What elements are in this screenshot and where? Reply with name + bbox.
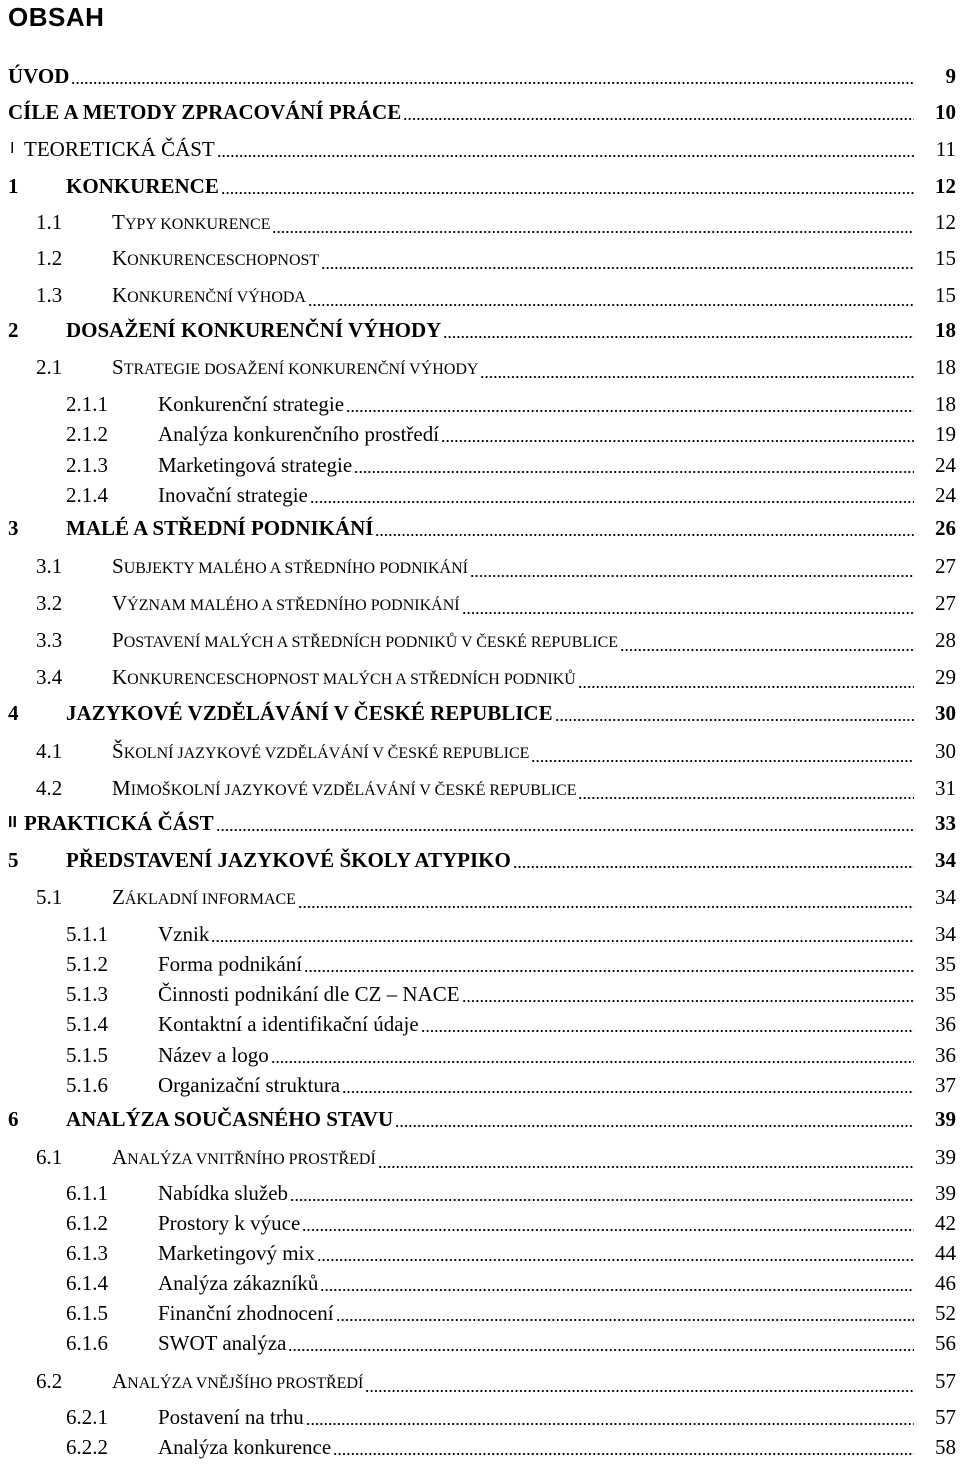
- dot-leader: [462, 987, 914, 1003]
- dot-leader: [321, 254, 914, 270]
- toc-entry-number: 2.1.3: [66, 453, 108, 477]
- toc-entry-page: 35: [935, 982, 956, 1006]
- toc-entry-number: 3.4: [36, 665, 63, 689]
- toc-entry-title: DOSAŽENÍ KONKURENČNÍ VÝHODY: [66, 318, 442, 342]
- toc-entry[interactable]: [0, 699, 956, 727]
- toc-entry-title: Postavení na trhu: [158, 1405, 304, 1429]
- toc-entry-page: 12: [935, 210, 956, 234]
- dot-leader: [308, 291, 914, 307]
- dot-leader: [290, 1186, 914, 1202]
- toc-entry-number: 5.1.4: [66, 1012, 108, 1036]
- dot-leader: [395, 1112, 914, 1128]
- toc-entry-number: 5.1: [36, 885, 63, 909]
- toc-entry-title: ŠKOLNÍ JAZYKOVÉ VZDĚLÁVÁNÍ V ČESKÉ REPUBLICE: [112, 739, 530, 763]
- toc-entry-page: 42: [935, 1211, 956, 1235]
- toc-entry[interactable]: [0, 980, 956, 1008]
- toc-entry-title: Inovační strategie: [158, 483, 308, 507]
- toc-entry-number: 4: [8, 701, 19, 725]
- toc-entry-number: 5.1.3: [66, 982, 108, 1006]
- toc-entry-number: 4.1: [36, 739, 63, 763]
- dot-leader: [302, 1216, 914, 1232]
- toc-entry-page: 27: [935, 591, 956, 615]
- toc-entry-title: SUBJEKTY MALÉHO A STŘEDNÍHO PODNIKÁNÍ: [112, 554, 468, 578]
- toc-entry-number: 6.2.1: [66, 1405, 108, 1429]
- dot-leader: [443, 323, 914, 339]
- toc-entry-page: 24: [935, 453, 956, 477]
- toc-entry-title: Marketingový mix: [158, 1241, 315, 1265]
- toc-entry-title: KONKURENCESCHOPNOST MALÝCH A STŘEDNÍCH PODNIKŮ: [112, 665, 576, 689]
- dot-leader: [211, 927, 914, 943]
- toc-entry-number: 6.1.2: [66, 1211, 108, 1235]
- toc-entry-page: 28: [935, 628, 956, 652]
- toc-entry[interactable]: [0, 98, 956, 126]
- toc-entry-title: KONKURENCE: [66, 174, 219, 198]
- toc-entry-title: KONKURENCESCHOPNOST: [112, 246, 320, 270]
- dot-leader: [216, 816, 914, 832]
- toc-entry-number: 2.1.2: [66, 422, 108, 446]
- toc-entry-number: 6.1.5: [66, 1301, 108, 1325]
- toc-entry-number: 6.2.2: [66, 1435, 108, 1459]
- toc-entry-title: PŘEDSTAVENÍ JAZYKOVÉ ŠKOLY ATYPIKO: [66, 848, 511, 872]
- toc-entry-number: 4.2: [36, 776, 63, 800]
- toc-entry[interactable]: [0, 451, 956, 479]
- toc-entry-page: 36: [935, 1043, 956, 1067]
- toc-entry-title: Vznik: [158, 922, 210, 946]
- toc-entry-number: 6.2: [36, 1369, 63, 1393]
- toc-entry-page: 10: [935, 100, 956, 124]
- toc-entry-title: KONKURENČNÍ VÝHODA: [112, 283, 306, 307]
- toc-entry-number: 3.3: [36, 628, 63, 652]
- toc-entry-page: 39: [935, 1145, 956, 1169]
- toc-entry-page: 18: [935, 318, 956, 342]
- toc-entry-page: 18: [935, 355, 956, 379]
- toc-entry-number: 2: [8, 318, 19, 342]
- toc-entry[interactable]: [0, 950, 956, 978]
- toc-entry-page: 46: [935, 1271, 956, 1295]
- dot-leader: [378, 1153, 914, 1169]
- toc-entry-page: 34: [935, 885, 956, 909]
- dot-leader: [354, 458, 914, 474]
- toc-entry-page: 56: [935, 1331, 956, 1355]
- toc-entry-number: 6.1.1: [66, 1181, 108, 1205]
- toc-entry-title: VÝZNAM MALÉHO A STŘEDNÍHO PODNIKÁNÍ: [112, 591, 460, 615]
- toc-entry[interactable]: [0, 1269, 956, 1297]
- dot-leader: [271, 1048, 914, 1064]
- toc-entry-page: 36: [935, 1012, 956, 1036]
- toc-entry-title: POSTAVENÍ MALÝCH A STŘEDNÍCH PODNIKŮ V ČESKÉ REPUBLICE: [112, 628, 619, 652]
- toc-entry[interactable]: [0, 1041, 956, 1069]
- dot-leader: [71, 69, 914, 85]
- toc-entry-page: 34: [935, 848, 956, 872]
- toc-entry-title: JAZYKOVÉ VZDĚLÁVÁNÍ V ČESKÉ REPUBLICE: [66, 701, 553, 725]
- toc-entry-number: II: [8, 814, 17, 831]
- toc-entry[interactable]: [0, 774, 956, 802]
- toc-entry-number: 6.1.3: [66, 1241, 108, 1265]
- toc-entry-number: 6.1: [36, 1145, 63, 1169]
- dot-leader: [221, 179, 914, 195]
- toc-entry[interactable]: [0, 420, 956, 448]
- toc-entry-title: ÚVOD: [8, 64, 70, 88]
- toc-entry[interactable]: [0, 62, 956, 90]
- toc-entry-title: Kontaktní a identifikační údaje: [158, 1012, 419, 1036]
- toc-entry-number: 2.1: [36, 355, 63, 379]
- toc-entry-number: 3.2: [36, 591, 63, 615]
- toc-entry[interactable]: [0, 353, 956, 381]
- toc-entry-number: 1.3: [36, 283, 63, 307]
- toc-entry[interactable]: [0, 1367, 956, 1395]
- toc-entry[interactable]: [0, 552, 956, 580]
- toc-entry-title: Nabídka služeb: [158, 1181, 289, 1205]
- dot-leader: [288, 1336, 914, 1352]
- toc-entry[interactable]: [0, 589, 956, 617]
- toc-entry-title: Činnosti podnikání dle CZ – NACE: [158, 982, 460, 1006]
- toc-entry-page: 15: [935, 246, 956, 270]
- toc-entry-number: 1.1: [36, 210, 63, 234]
- dot-leader: [513, 853, 914, 869]
- toc-entry-number: 3: [8, 516, 19, 540]
- dot-leader: [365, 1377, 914, 1393]
- toc-entry-number: 1.2: [36, 246, 63, 270]
- dot-leader: [336, 1306, 914, 1322]
- toc-entry[interactable]: [0, 737, 956, 765]
- toc-entry-title: Analýza konkurence: [158, 1435, 332, 1459]
- toc-entry-page: 30: [935, 701, 956, 725]
- toc-entry-number: 6: [8, 1107, 19, 1131]
- toc-entry-page: 44: [935, 1241, 956, 1265]
- toc-entry-page: 39: [935, 1107, 956, 1131]
- toc-entry[interactable]: [0, 1433, 956, 1461]
- toc-entry[interactable]: [0, 316, 956, 344]
- dot-leader: [342, 1078, 914, 1094]
- dot-leader: [531, 747, 914, 763]
- toc-entry-page: 57: [935, 1369, 956, 1393]
- dot-leader: [578, 673, 914, 689]
- toc-entry-page: 12: [935, 174, 956, 198]
- toc-entry[interactable]: [0, 626, 956, 654]
- toc-entry-page: 9: [945, 64, 956, 88]
- toc-entry-page: 24: [935, 483, 956, 507]
- toc-entry-title: TEORETICKÁ ČÁST: [24, 137, 215, 161]
- toc-entry-page: 30: [935, 739, 956, 763]
- toc-entry[interactable]: [0, 663, 956, 691]
- toc-entry-number: 5.1.1: [66, 922, 108, 946]
- dot-leader: [217, 142, 914, 158]
- toc-entry-number: 3.1: [36, 554, 63, 578]
- toc-entry-page: 26: [935, 516, 956, 540]
- toc-entry[interactable]: [0, 172, 956, 200]
- dot-leader: [462, 599, 914, 615]
- toc-entry-title: MALÉ A STŘEDNÍ PODNIKÁNÍ: [66, 516, 374, 540]
- toc-entry-title: CÍLE A METODY ZPRACOVÁNÍ PRÁCE: [8, 100, 402, 124]
- toc-entry-number: 5.1.2: [66, 952, 108, 976]
- toc-entry[interactable]: [0, 1143, 956, 1171]
- toc-entry-page: 34: [935, 922, 956, 946]
- toc-entry-title: TYPY KONKURENCE: [112, 210, 271, 234]
- dot-leader: [403, 105, 914, 121]
- toc-entry-title: MIMOŠKOLNÍ JAZYKOVÉ VZDĚLÁVÁNÍ V ČESKÉ REPUBLICE: [112, 776, 577, 800]
- toc-entry[interactable]: [0, 846, 956, 874]
- toc-entry-title: Analýza konkurenčního prostředí: [158, 422, 440, 446]
- toc-entry[interactable]: [0, 514, 956, 542]
- dot-leader: [272, 218, 914, 234]
- toc-entry[interactable]: [0, 1239, 956, 1267]
- toc-entry-title: ZÁKLADNÍ INFORMACE: [112, 885, 296, 909]
- toc-entry[interactable]: [0, 1329, 956, 1357]
- toc-entry-number: 5.1.5: [66, 1043, 108, 1067]
- dot-leader: [375, 521, 914, 537]
- dot-leader: [441, 427, 914, 443]
- dot-leader: [421, 1017, 914, 1033]
- toc-entry-page: 33: [935, 811, 956, 835]
- toc-entry[interactable]: [0, 883, 956, 911]
- toc-entry-page: 35: [935, 952, 956, 976]
- dot-leader: [620, 636, 914, 652]
- dot-leader: [306, 1410, 914, 1426]
- toc-entry-title: Finanční zhodnocení: [158, 1301, 334, 1325]
- dot-leader: [480, 363, 914, 379]
- toc-entry-title: Konkurenční strategie: [158, 392, 345, 416]
- toc-entry-title: Analýza zákazníků: [158, 1271, 319, 1295]
- toc-entry-page: 39: [935, 1181, 956, 1205]
- toc-entry-title: Forma podnikání: [158, 952, 303, 976]
- toc-entry[interactable]: [0, 481, 956, 509]
- dot-leader: [346, 397, 914, 413]
- toc-entry[interactable]: [0, 1071, 956, 1099]
- toc-entry[interactable]: [0, 1299, 956, 1327]
- toc-entry-page: 37: [935, 1073, 956, 1097]
- dot-leader: [470, 562, 914, 578]
- dot-leader: [333, 1440, 914, 1456]
- toc-entry-title: STRATEGIE DOSAŽENÍ KONKURENČNÍ VÝHODY: [112, 355, 479, 379]
- toc-entry[interactable]: [0, 1403, 956, 1431]
- toc-entry-page: 31: [935, 776, 956, 800]
- toc-entry[interactable]: [0, 208, 956, 236]
- toc-entry[interactable]: [0, 135, 956, 163]
- dot-leader: [298, 893, 914, 909]
- toc-entry-title: ANALÝZA SOUČASNÉHO STAVU: [66, 1107, 394, 1131]
- toc-entry[interactable]: [0, 281, 956, 309]
- toc-entry-page: 19: [935, 422, 956, 446]
- dot-leader: [555, 706, 914, 722]
- toc-entry-title: Prostory k výuce: [158, 1211, 301, 1235]
- toc-entry-page: 27: [935, 554, 956, 578]
- toc-entry[interactable]: [0, 809, 956, 837]
- dot-leader: [578, 784, 914, 800]
- toc-entry-title: Organizační struktura: [158, 1073, 341, 1097]
- toc-entry[interactable]: [0, 1209, 956, 1237]
- toc-entry[interactable]: [0, 1105, 956, 1133]
- toc-entry-page: 11: [935, 137, 956, 161]
- toc-entry-number: 6.1.6: [66, 1331, 108, 1355]
- toc-entry[interactable]: [0, 390, 956, 418]
- toc-entry-number: 2.1.1: [66, 392, 108, 416]
- toc-entry[interactable]: [0, 1179, 956, 1207]
- dot-leader: [310, 488, 914, 504]
- toc-entry-title: ANALÝZA VNĚJŠÍHO PROSTŘEDÍ: [112, 1369, 364, 1393]
- toc-entry-page: 29: [935, 665, 956, 689]
- toc-entry-number: 5: [8, 848, 19, 872]
- toc-entry-title: PRAKTICKÁ ČÁST: [24, 811, 214, 835]
- toc-entry-number: 6.1.4: [66, 1271, 108, 1295]
- toc-entry[interactable]: [0, 1010, 956, 1038]
- toc-entry-page: 58: [935, 1435, 956, 1459]
- dot-leader: [320, 1276, 914, 1292]
- toc-entry-title: Marketingová strategie: [158, 453, 353, 477]
- dot-leader: [317, 1246, 914, 1262]
- toc-entry-number: I: [10, 140, 15, 157]
- toc-entry-number: 2.1.4: [66, 483, 108, 507]
- dot-leader: [304, 957, 914, 973]
- page-title: OBSAH: [8, 2, 105, 32]
- toc-entry-page: 52: [935, 1301, 956, 1325]
- toc-entry-page: 18: [935, 392, 956, 416]
- toc-entry-number: 1: [8, 174, 19, 198]
- toc-entry-page: 57: [935, 1405, 956, 1429]
- toc-entry-page: 15: [935, 283, 956, 307]
- toc-entry-number: 5.1.6: [66, 1073, 108, 1097]
- toc-entry-title: Název a logo: [158, 1043, 269, 1067]
- toc-entry[interactable]: [0, 244, 956, 272]
- toc-entry-title: ANALÝZA VNITŘNÍHO PROSTŘEDÍ: [112, 1145, 376, 1169]
- toc-entry-title: SWOT analýza: [158, 1331, 287, 1355]
- toc-entry[interactable]: [0, 920, 956, 948]
